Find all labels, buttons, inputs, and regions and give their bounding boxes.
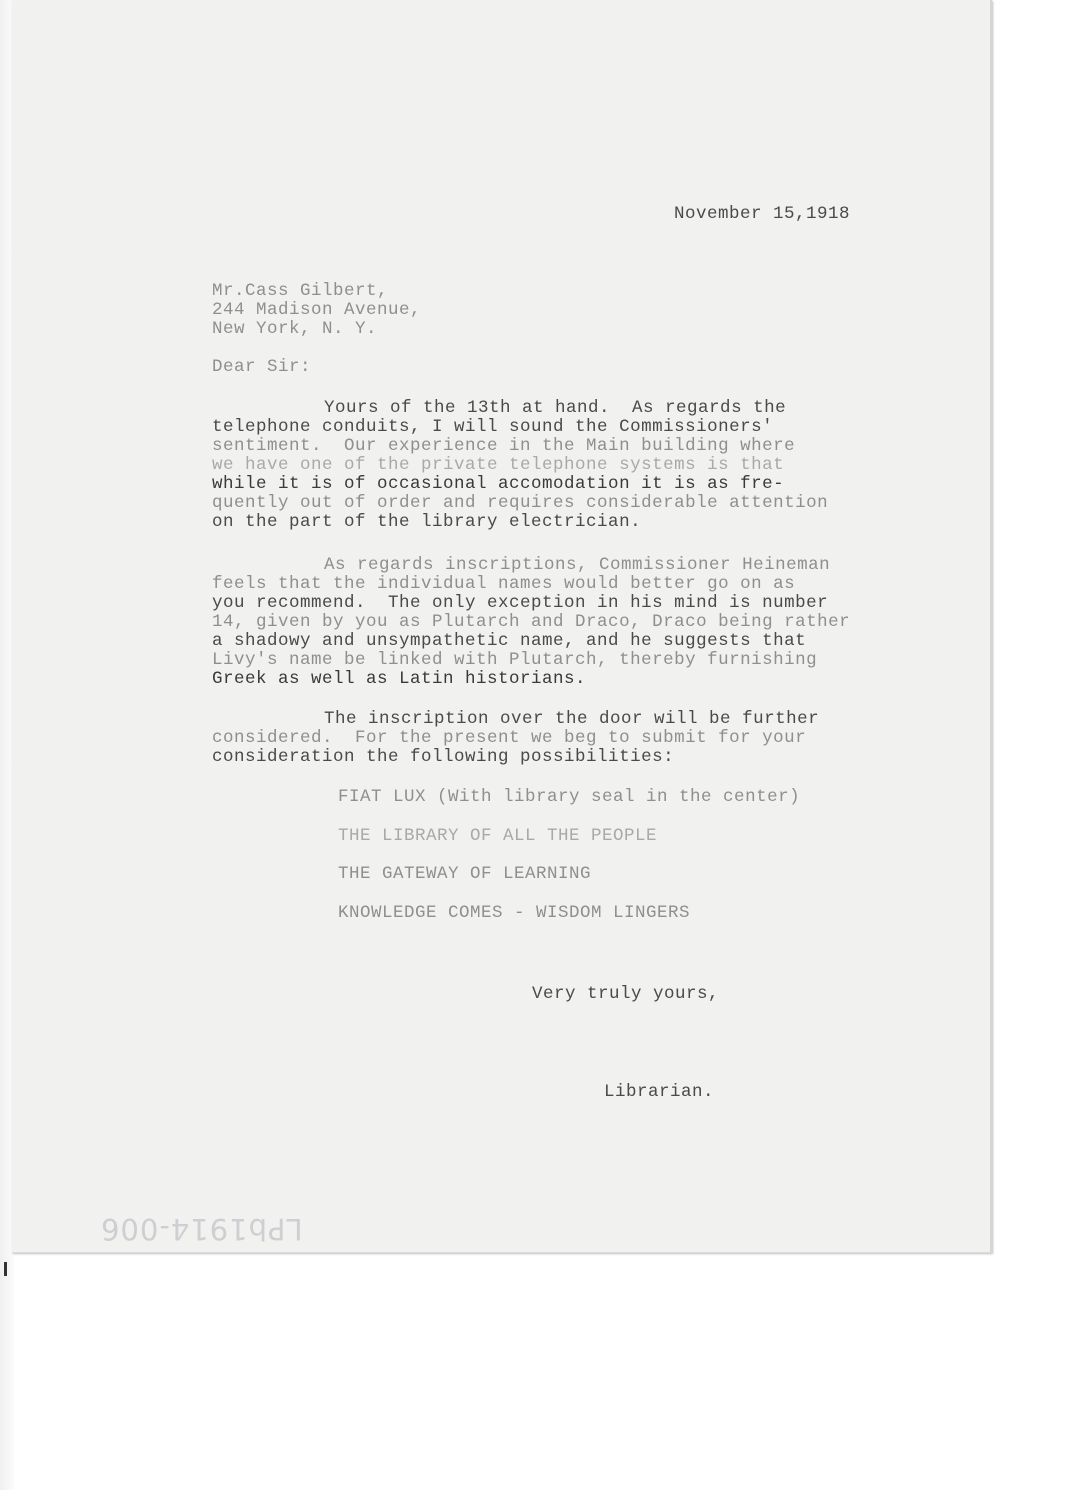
letter-sheet	[12, 0, 992, 1253]
paragraph3-line-1: The inscription over the door will be further	[324, 709, 820, 729]
paragraph2-line-6: Livy's name be linked with Plutarch, thereby furnishing	[212, 650, 818, 670]
paragraph1-line-6: quently out of order and requires considerable attention	[212, 493, 829, 513]
paragraph2-line-4: 14, given by you as Plutarch and Draco, Draco being rather	[212, 612, 851, 632]
salutation: Dear Sir:	[212, 357, 312, 377]
paragraph2-line-2: feels that the individual names would better go on as	[212, 574, 796, 594]
letter-date: November 15,1918	[674, 204, 851, 224]
paragraph1-line-3: sentiment. Our experience in the Main building where	[212, 436, 796, 456]
paragraph1-line-7: on the part of the library electrician.	[212, 512, 642, 532]
possibility-2: THE LIBRARY OF ALL THE PEOPLE	[338, 826, 658, 846]
closing: Very truly yours,	[532, 984, 720, 1004]
paragraph2-line-5: a shadowy and unsympathetic name, and he suggests that	[212, 631, 807, 651]
possibility-1: FIAT LUX (With library seal in the center)	[338, 787, 801, 807]
paragraph2-line-7: Greek as well as Latin historians.	[212, 669, 587, 689]
recipient-name: Mr.Cass Gilbert,	[212, 281, 389, 301]
edge-mark	[4, 1262, 7, 1276]
paragraph3-line-3: consideration the following possibilities:	[212, 747, 675, 767]
possibility-4: KNOWLEDGE COMES - WISDOM LINGERS	[338, 903, 691, 923]
paragraph3-line-2: considered. For the present we beg to submit for your	[212, 728, 807, 748]
paragraph1-line-5: while it is of occasional accomodation it is as fre-	[212, 474, 785, 494]
paragraph1-line-1: Yours of the 13th at hand. As regards the	[324, 398, 787, 418]
possibility-3: THE GATEWAY OF LEARNING	[338, 864, 592, 884]
paragraph1-line-2: telephone conduits, I will sound the Commissioners'	[212, 417, 774, 437]
recipient-street: 244 Madison Avenue,	[212, 300, 422, 320]
recipient-city: New York, N. Y.	[212, 319, 378, 339]
pencil-archive-note: LPb1914-006	[100, 1212, 303, 1246]
paragraph2-line-1: As regards inscriptions, Commissioner Heineman	[324, 555, 831, 575]
signature-title: Librarian.	[604, 1082, 715, 1102]
paragraph1-line-4: we have one of the private telephone systems is that	[212, 455, 785, 475]
paragraph2-line-3: you recommend. The only exception in his mind is number	[212, 593, 829, 613]
